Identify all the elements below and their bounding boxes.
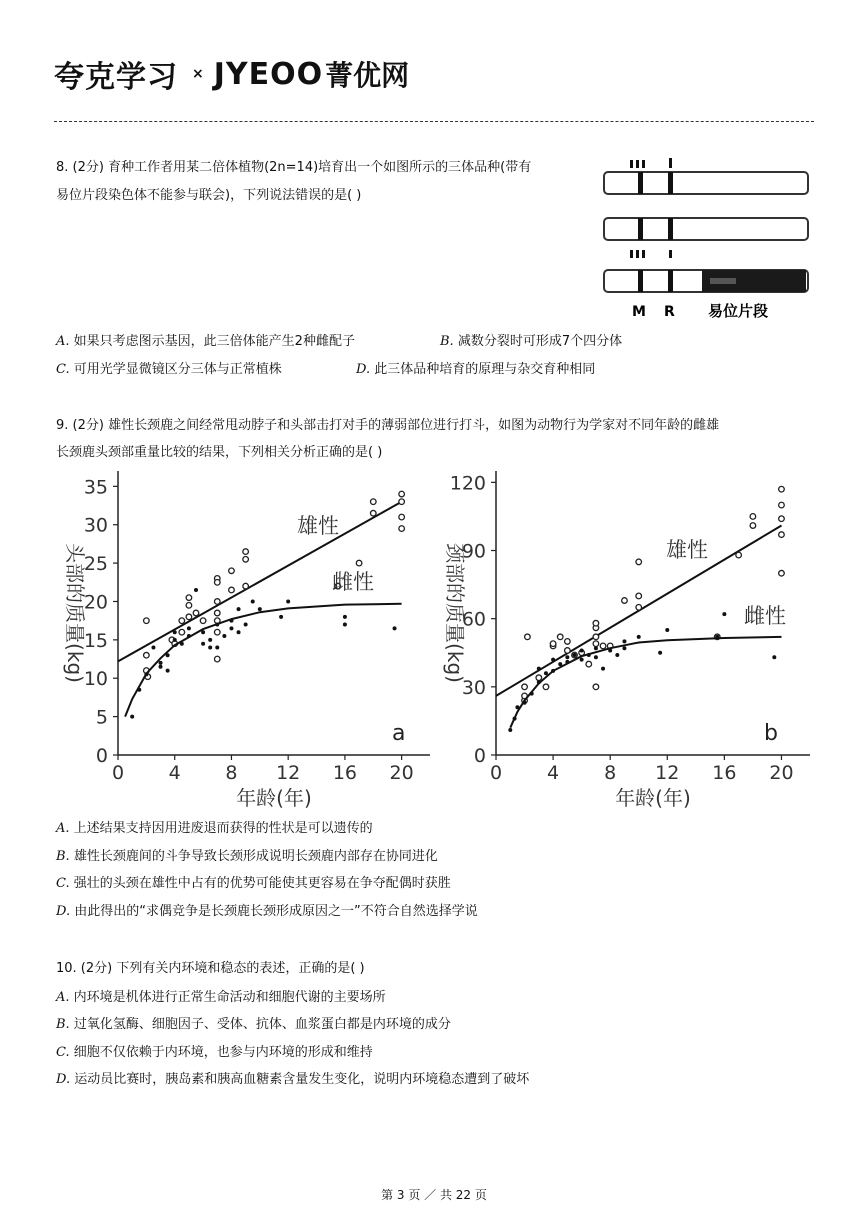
male-data-point bbox=[543, 684, 549, 690]
x-tick-label: 4 bbox=[547, 762, 560, 784]
male-data-point bbox=[243, 583, 249, 589]
female-data-point bbox=[244, 623, 248, 627]
female-data-point bbox=[144, 672, 148, 676]
female-data-point bbox=[544, 671, 548, 675]
female-data-point bbox=[343, 623, 347, 627]
female-data-point bbox=[622, 639, 626, 643]
male-series-label: 雄性 bbox=[297, 514, 339, 538]
female-data-point bbox=[194, 588, 198, 592]
male-data-point bbox=[593, 634, 599, 640]
male-data-point bbox=[214, 579, 220, 585]
female-data-point bbox=[715, 635, 719, 639]
female-data-point bbox=[215, 623, 219, 627]
q9-option-d: D. 由此得出的“求偶竞争是长颈鹿长颈形成原因之一”不符合自然选择学说 bbox=[56, 904, 478, 919]
male-data-point bbox=[622, 598, 628, 604]
male-data-point bbox=[186, 603, 192, 609]
x-tick-label: 0 bbox=[111, 762, 125, 784]
female-data-point bbox=[130, 715, 134, 719]
y-tick-label: 0 bbox=[95, 745, 108, 767]
y-tick-label: 35 bbox=[83, 476, 108, 499]
header-divider bbox=[54, 121, 814, 122]
female-data-point bbox=[159, 665, 163, 669]
chromosome-2 bbox=[604, 218, 808, 258]
male-data-point bbox=[214, 656, 220, 662]
jyeoo-cn-text: 菁优网 bbox=[325, 59, 410, 92]
male-data-point bbox=[593, 620, 599, 626]
head-mass-chart bbox=[52, 465, 438, 815]
female-data-point bbox=[222, 634, 226, 638]
female-data-point bbox=[513, 717, 517, 721]
y-tick-label: 30 bbox=[461, 676, 486, 699]
y-tick-label: 15 bbox=[83, 629, 108, 652]
female-data-point bbox=[565, 655, 569, 659]
q9-stem-line2: 长颈鹿头颈部重量比较的结果，下列相关分析正确的是( ) bbox=[56, 445, 383, 460]
male-data-point bbox=[399, 491, 405, 497]
jyeoo-logo-text: JYEOO bbox=[213, 56, 324, 92]
female-trend-line bbox=[510, 637, 781, 728]
x-tick-label: 8 bbox=[604, 762, 617, 784]
female-data-point bbox=[537, 680, 541, 684]
male-data-point bbox=[750, 523, 756, 529]
male-data-point bbox=[600, 643, 606, 649]
male-data-point bbox=[779, 516, 785, 522]
male-data-point bbox=[144, 652, 150, 658]
male-data-point bbox=[636, 605, 642, 611]
male-data-point bbox=[179, 629, 185, 635]
male-data-point bbox=[779, 532, 785, 538]
female-data-point bbox=[173, 638, 177, 642]
female-data-point bbox=[208, 638, 212, 642]
female-data-point bbox=[215, 646, 219, 650]
male-data-point bbox=[179, 618, 185, 624]
female-data-point bbox=[237, 630, 241, 634]
female-data-point bbox=[523, 701, 527, 705]
male-data-point bbox=[779, 502, 785, 508]
male-data-point bbox=[399, 526, 405, 532]
q10-stem: 10. (2分) 下列有关内环境和稳态的表述，正确的是( ) bbox=[56, 961, 365, 976]
female-data-point bbox=[594, 646, 598, 650]
male-data-point bbox=[399, 499, 405, 505]
y-axis-title: 头部的质量(kg) bbox=[63, 543, 87, 683]
x-tick-label: 4 bbox=[168, 762, 181, 784]
female-data-point bbox=[565, 660, 569, 664]
q10-option-c: C. 细胞不仅依赖于内环境，也参与内环境的形成和维持 bbox=[56, 1045, 373, 1060]
female-data-point bbox=[137, 688, 141, 692]
female-data-point bbox=[573, 653, 577, 657]
y-tick-label: 90 bbox=[461, 540, 486, 563]
female-data-point bbox=[279, 615, 283, 619]
q9-option-b: B. 雄性长颈鹿间的斗争导致长颈形成说明长颈鹿内部存在协同进化 bbox=[56, 849, 438, 864]
female-data-point bbox=[580, 658, 584, 662]
male-data-point bbox=[370, 499, 376, 505]
x-tick-label: 12 bbox=[276, 762, 301, 784]
q8-option-c: C. 可用光学显微镜区分三体与正常植株 bbox=[56, 362, 282, 377]
female-data-point bbox=[580, 648, 584, 652]
male-data-point bbox=[214, 599, 220, 605]
female-data-point bbox=[251, 599, 255, 603]
male-data-point bbox=[229, 568, 235, 574]
q10-option-b: B. 过氧化氢酶、细胞因子、受体、抗体、血浆蛋白都是内环境的成分 bbox=[56, 1017, 451, 1032]
female-data-point bbox=[393, 626, 397, 630]
x-axis-title: 年龄(年) bbox=[236, 786, 312, 810]
male-series-label: 雄性 bbox=[666, 538, 708, 562]
panel-label: a bbox=[392, 721, 406, 746]
x-tick-label: 20 bbox=[769, 762, 794, 784]
male-data-point bbox=[214, 610, 220, 616]
panel-label: b bbox=[764, 721, 778, 746]
x-tick-label: 16 bbox=[712, 762, 737, 784]
male-data-point bbox=[243, 549, 249, 555]
female-data-point bbox=[229, 626, 233, 630]
female-data-point bbox=[722, 612, 726, 616]
female-data-point bbox=[173, 630, 177, 634]
male-data-point bbox=[593, 641, 599, 647]
female-data-point bbox=[587, 653, 591, 657]
q8-stem-line2: 易位片段染色体不能参与联会)，下列说法错误的是( ) bbox=[56, 188, 362, 203]
male-data-point bbox=[593, 684, 599, 690]
female-data-point bbox=[237, 607, 241, 611]
q8-option-d: D. 此三体品种培育的原理与杂交育种相同 bbox=[356, 362, 596, 377]
female-data-point bbox=[601, 667, 605, 671]
male-data-point bbox=[193, 610, 199, 616]
female-data-point bbox=[558, 662, 562, 666]
y-tick-label: 30 bbox=[83, 514, 108, 537]
female-series-label: 雌性 bbox=[332, 570, 374, 594]
male-data-point bbox=[229, 587, 235, 593]
male-data-point bbox=[586, 661, 592, 667]
gene-label-m: M bbox=[632, 304, 646, 320]
male-data-point bbox=[736, 552, 742, 558]
male-data-point bbox=[750, 514, 756, 520]
male-data-point bbox=[214, 629, 220, 635]
y-tick-label: 60 bbox=[461, 608, 486, 631]
female-data-point bbox=[201, 642, 205, 646]
male-data-point bbox=[200, 618, 206, 624]
female-data-point bbox=[622, 646, 626, 650]
female-data-point bbox=[551, 658, 555, 662]
female-data-point bbox=[187, 626, 191, 630]
neck-mass-chart bbox=[432, 465, 818, 815]
y-tick-label: 0 bbox=[473, 745, 486, 767]
chromosome-figure bbox=[598, 152, 818, 324]
female-data-point bbox=[187, 634, 191, 638]
female-data-point bbox=[530, 692, 534, 696]
female-data-point bbox=[286, 599, 290, 603]
female-data-point bbox=[772, 655, 776, 659]
male-data-point bbox=[779, 486, 785, 492]
y-tick-label: 25 bbox=[83, 553, 108, 576]
segment-label: 易位片段 bbox=[708, 302, 769, 320]
y-axis-title: 颈部的质量(kg) bbox=[443, 543, 467, 683]
page-header bbox=[54, 52, 409, 96]
y-tick-label: 10 bbox=[83, 668, 108, 691]
page-footer: 第 3 页 ／ 共 22 页 bbox=[381, 1188, 487, 1202]
male-data-point bbox=[525, 634, 531, 640]
q10-option-a: A. 内环境是机体进行正常生命活动和细胞代谢的主要场所 bbox=[56, 990, 386, 1005]
chromosome-1 bbox=[604, 158, 808, 194]
male-data-point bbox=[636, 559, 642, 565]
q8-option-b: B. 减数分裂时可形成7个四分体 bbox=[440, 334, 623, 349]
female-data-point bbox=[615, 653, 619, 657]
female-series-label: 雌性 bbox=[744, 604, 786, 628]
female-data-point bbox=[594, 655, 598, 659]
male-data-point bbox=[370, 510, 376, 516]
x-tick-label: 16 bbox=[332, 762, 358, 784]
brand-separator: × bbox=[192, 66, 204, 82]
female-data-point bbox=[537, 667, 541, 671]
female-data-point bbox=[608, 648, 612, 652]
female-data-point bbox=[201, 630, 205, 634]
q8-option-a: A. 如果只考虑图示基因，此三倍体能产生2种雌配子 bbox=[56, 334, 355, 349]
q9-option-c: C. 强壮的头颈在雄性中占有的优势可能使其更容易在争夺配偶时获胜 bbox=[56, 876, 451, 891]
q9-stem-line1: 9. (2分) 雄性长颈鹿之间经常甩动脖子和头部击打对手的薄弱部位进行打斗，如图为动物行为学家对不同年龄的雌雄 bbox=[56, 418, 720, 433]
y-tick-label: 5 bbox=[95, 706, 108, 729]
female-data-point bbox=[637, 635, 641, 639]
x-axis-title: 年龄(年) bbox=[615, 786, 691, 810]
female-data-point bbox=[515, 705, 519, 709]
female-data-point bbox=[665, 628, 669, 632]
x-tick-label: 12 bbox=[655, 762, 680, 784]
male-data-point bbox=[186, 595, 192, 601]
female-data-point bbox=[508, 728, 512, 732]
quark-logo-text: 夸克学习 bbox=[54, 60, 178, 95]
female-data-point bbox=[166, 669, 170, 673]
male-data-point bbox=[550, 641, 556, 647]
male-data-point bbox=[522, 684, 528, 690]
q8-stem-line1: 8. (2分) 育种工作者用某二倍体植物(2n=14)培育出一个如图所示的三体品种(带有 bbox=[56, 160, 532, 175]
female-data-point bbox=[151, 646, 155, 650]
female-data-point bbox=[159, 661, 163, 665]
y-tick-label: 20 bbox=[83, 591, 108, 614]
male-data-point bbox=[399, 514, 405, 520]
q9-option-a: A. 上述结果支持因用进废退而获得的性状是可以遗传的 bbox=[56, 821, 373, 836]
female-data-point bbox=[658, 651, 662, 655]
female-data-point bbox=[208, 646, 212, 650]
male-data-point bbox=[356, 560, 362, 566]
female-data-point bbox=[166, 653, 170, 657]
male-data-point bbox=[557, 634, 563, 640]
x-tick-label: 20 bbox=[389, 762, 414, 784]
female-data-point bbox=[258, 607, 262, 611]
male-data-point bbox=[779, 570, 785, 576]
female-trend-line bbox=[125, 604, 402, 717]
female-data-point bbox=[343, 615, 347, 619]
q10-option-d: D. 运动员比赛时，胰岛素和胰高血糖素含量发生变化，说明内环境稳态遭到了破坏 bbox=[56, 1072, 530, 1087]
y-tick-label: 120 bbox=[449, 472, 486, 495]
female-data-point bbox=[180, 642, 184, 646]
x-tick-label: 0 bbox=[489, 762, 503, 784]
male-data-point bbox=[565, 648, 571, 654]
chromosome-3-with-segment bbox=[604, 270, 808, 292]
x-tick-label: 8 bbox=[225, 762, 238, 784]
gene-label-r: R bbox=[664, 304, 675, 320]
male-data-point bbox=[565, 639, 571, 645]
female-data-point bbox=[229, 619, 233, 623]
male-data-point bbox=[243, 556, 249, 562]
male-data-point bbox=[144, 618, 150, 624]
male-data-point bbox=[186, 614, 192, 620]
male-data-point bbox=[636, 593, 642, 599]
female-data-point bbox=[551, 669, 555, 673]
male-data-point bbox=[536, 675, 542, 681]
